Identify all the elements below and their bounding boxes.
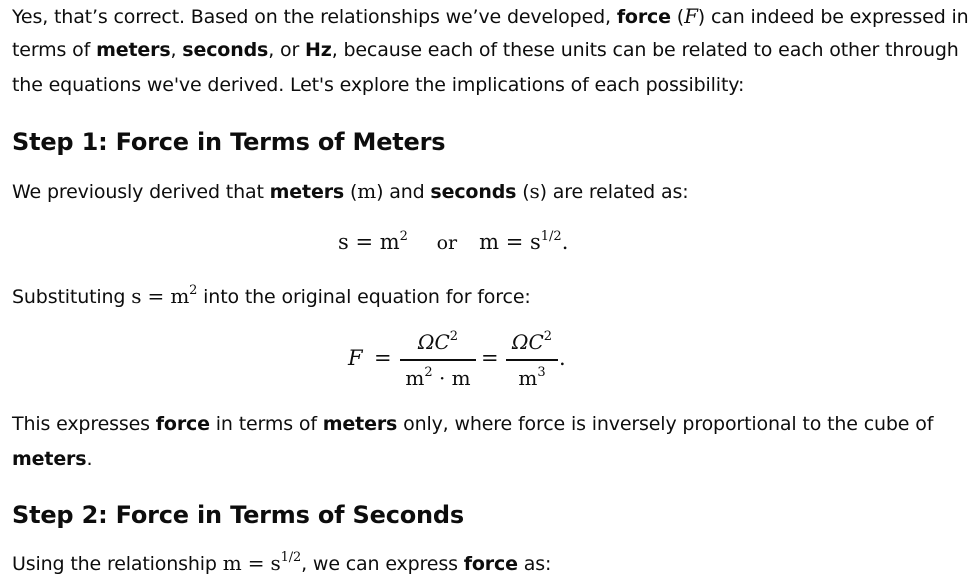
- step1-paragraph-3-cont: [12, 448, 92, 470]
- text: , because each of these units can be related to each other through: [331, 39, 959, 61]
- exponent: 2: [543, 329, 553, 344]
- eq1-period: .: [561, 230, 569, 254]
- text: into the original equation for force:: [197, 286, 531, 308]
- eq2-equals-2: =: [481, 346, 499, 370]
- step1-paragraph-1: [12, 179, 688, 203]
- step2-heading: Step 2: Force in Terms of Seconds: [12, 501, 464, 529]
- eq2-numerator-2: [506, 330, 558, 354]
- fraction-bar-2: [506, 359, 558, 361]
- math-exponent: 1/2: [280, 550, 302, 565]
- text: (: [344, 181, 358, 203]
- text: terms of: [12, 39, 97, 61]
- text: This expresses: [12, 413, 156, 435]
- exponent: 2: [424, 365, 433, 380]
- exponent: 3: [537, 365, 546, 380]
- m: m: [405, 366, 425, 390]
- fraction-bar-1: [400, 359, 476, 361]
- text: (: [670, 6, 685, 28]
- bold-meters: meters: [269, 181, 345, 203]
- bold-meters: meters: [322, 413, 398, 435]
- exponent: 2: [449, 329, 459, 344]
- math-exponent: 2: [189, 283, 198, 298]
- text: , or: [268, 39, 306, 61]
- text: ) and: [376, 181, 431, 203]
- text: Using the relationship: [12, 553, 223, 575]
- bold-meters: meters: [12, 448, 87, 470]
- bold-hz: Hz: [305, 39, 332, 61]
- eq2-period: .: [559, 346, 566, 370]
- text: Substituting: [12, 286, 132, 308]
- text: in terms of: [209, 413, 323, 435]
- bold-force: force: [463, 553, 518, 575]
- eq2-F: F: [348, 346, 363, 370]
- eq1-right-exponent: 1/2: [540, 229, 562, 244]
- text: (: [516, 181, 530, 203]
- omega-c: ΩC: [511, 330, 544, 354]
- equation-1: [338, 230, 568, 254]
- text: as:: [517, 553, 552, 575]
- text: , we can express: [301, 553, 464, 575]
- text: We previously derived that: [12, 181, 270, 203]
- eq1-left: s = m: [338, 230, 400, 254]
- step1-paragraph-3: [12, 413, 933, 435]
- math-s-eq-m: s = m: [131, 284, 190, 308]
- eq2-denominator-2: [506, 366, 558, 390]
- bold-force: force: [616, 6, 671, 28]
- step2-paragraph-1: [12, 551, 551, 575]
- text: Yes, that’s correct. Based on the relationships we’ve developed,: [12, 6, 617, 28]
- eq2-equals-1: =: [374, 346, 392, 370]
- bold-meters: meters: [96, 39, 171, 61]
- text: ,: [170, 39, 183, 61]
- text: ) can indeed be expressed in: [697, 6, 969, 28]
- eq2-denominator-1: [400, 366, 476, 390]
- eq1-or: or: [436, 232, 458, 254]
- text: ) are related as:: [539, 181, 689, 203]
- math-F: F: [684, 4, 698, 28]
- step1-heading: Step 1: Force in Terms of Meters: [12, 128, 446, 156]
- math-m: m: [357, 179, 377, 203]
- intro-line-1: [12, 4, 969, 28]
- intro-line-2: [12, 39, 959, 61]
- m: m: [518, 366, 538, 390]
- eq1-exponent: 2: [399, 229, 408, 244]
- math-m-eq-s: m = s: [222, 551, 281, 575]
- step1-paragraph-2: [12, 284, 531, 308]
- intro-line-3: the equations we've derived. Let's explore the implications of each possibility:: [12, 74, 745, 96]
- text: .: [86, 448, 93, 470]
- dot-m: · m: [432, 366, 471, 390]
- bold-seconds: seconds: [430, 181, 517, 203]
- eq1-right: m = s: [479, 230, 541, 254]
- text: only, where force is inversely proportional to the cube of: [397, 413, 934, 435]
- omega-c: ΩC: [417, 330, 450, 354]
- bold-force: force: [155, 413, 210, 435]
- bold-seconds: seconds: [182, 39, 269, 61]
- eq2-numerator-1: [400, 330, 476, 354]
- math-s: s: [529, 179, 540, 203]
